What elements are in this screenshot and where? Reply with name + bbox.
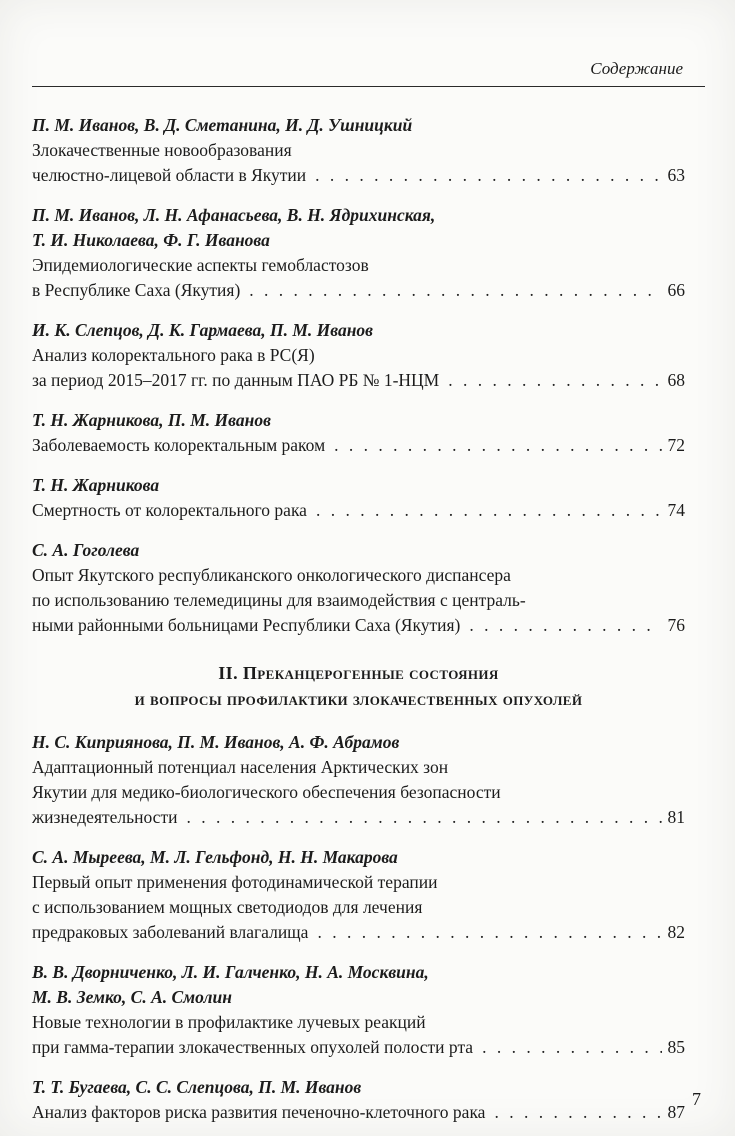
entry-author-line: В. В. Дворниченко, Л. И. Галченко, Н. А. Москвина, <box>32 962 429 982</box>
entry-title-end: ными районными больницами Республики Саха (Якутия) <box>32 615 461 635</box>
entry-author-line: Т. Н. Жарникова, П. М. Иванов <box>32 410 271 430</box>
entry-title-line: Анализ колоректального рака в РС(Я) <box>32 345 315 365</box>
entry-last-line <box>32 613 685 638</box>
page-number-footer: 7 <box>692 1089 701 1109</box>
toc-entry <box>32 730 685 830</box>
dot-leader <box>315 163 661 188</box>
entry-author-line: Н. С. Киприянова, П. М. Иванов, А. Ф. Абрамов <box>32 732 400 752</box>
dot-leader <box>317 920 661 945</box>
section-heading <box>32 660 685 712</box>
entry-author-line: С. А. Мыреева, М. Л. Гельфонд, Н. Н. Макарова <box>32 847 398 867</box>
entry-page-number: 74 <box>667 500 685 520</box>
toc-entry <box>32 1075 685 1125</box>
entry-last-line <box>32 1100 685 1125</box>
dot-leader <box>482 1035 661 1060</box>
toc-entry <box>32 538 685 638</box>
entry-last-line <box>32 1035 685 1060</box>
entry-title-line: Адаптационный потенциал населения Арктических зон <box>32 757 449 777</box>
header-rule <box>32 86 705 87</box>
entry-author-line: Т. И. Николаева, Ф. Г. Иванова <box>32 230 270 250</box>
entry-page-number: 72 <box>667 435 685 455</box>
entry-last-line <box>32 805 685 830</box>
entry-last-line <box>32 163 685 188</box>
entry-page-number: 63 <box>667 165 685 185</box>
entry-title-end: предраковых заболеваний влагалища <box>32 922 309 942</box>
entry-page-number: 82 <box>667 922 685 942</box>
entry-title-end: жизнедеятельности <box>32 807 178 827</box>
entry-last-line <box>32 498 685 523</box>
entry-title-end: Смертность от колоректального рака <box>32 500 307 520</box>
entry-last-line <box>32 278 685 303</box>
toc-entry <box>32 318 685 393</box>
toc-entry <box>32 113 685 188</box>
dot-leader <box>186 805 661 830</box>
entry-author-line: Т. Н. Жарникова <box>32 475 160 495</box>
entry-title-line: Злокачественные новообразования <box>32 140 292 160</box>
entry-title-line: Первый опыт применения фотодинамической терапии <box>32 872 438 892</box>
toc-entry <box>32 960 685 1060</box>
entry-last-line <box>32 433 685 458</box>
entry-title-line: Опыт Якутского республиканского онкологического диспансера <box>32 565 511 585</box>
toc-entry <box>32 408 685 458</box>
entry-title-line: Якутии для медико-биологического обеспечения безопасности <box>32 782 501 802</box>
section-heading-line-1: II. Преканцерогенные состояния <box>218 663 499 683</box>
entry-title-line: Эпидемиологические аспекты гемобластозов <box>32 255 369 275</box>
toc-entry <box>32 845 685 945</box>
entry-author-line: П. М. Иванов, Л. Н. Афанасьева, В. Н. Ядрихинская, <box>32 205 436 225</box>
entry-page-number: 85 <box>667 1037 685 1057</box>
section-heading-line-2: и вопросы профилактики злокачественных опухолей <box>134 689 583 709</box>
entry-title-end: челюстно-лицевой области в Якутии <box>32 165 307 185</box>
dot-leader <box>469 613 661 638</box>
entry-title-end: Анализ факторов риска развития печеночно-клеточного рака <box>32 1102 486 1122</box>
dot-leader <box>494 1100 661 1125</box>
entry-author-line: С. А. Гоголева <box>32 540 140 560</box>
entry-page-number: 66 <box>667 280 685 300</box>
dot-leader <box>334 433 661 458</box>
entry-title-end: в Республике Саха (Якутия) <box>32 280 241 300</box>
entry-title-line: по использованию телемедицины для взаимодействия с централь- <box>32 590 526 610</box>
entry-last-line <box>32 368 685 393</box>
toc-entry <box>32 473 685 523</box>
entry-title-end: Заболеваемость колоректальным раком <box>32 435 326 455</box>
table-of-contents <box>32 113 685 1125</box>
entry-title-end: за период 2015–2017 гг. по данным ПАО РБ № 1-НЦМ <box>32 370 440 390</box>
entry-title-end: при гамма-терапии злокачественных опухолей полости рта <box>32 1037 474 1057</box>
entry-title-line: с использованием мощных светодиодов для лечения <box>32 897 423 917</box>
entry-page-number: 81 <box>667 807 685 827</box>
dot-leader <box>316 498 662 523</box>
entry-last-line <box>32 920 685 945</box>
entry-author-line: П. М. Иванов, В. Д. Сметанина, И. Д. Ушницкий <box>32 115 413 135</box>
entry-page-number: 87 <box>667 1102 685 1122</box>
entry-author-line: М. В. Земко, С. А. Смолин <box>32 987 232 1007</box>
entry-page-number: 76 <box>667 615 685 635</box>
entry-title-line: Новые технологии в профилактике лучевых реакций <box>32 1012 426 1032</box>
contents-header: Содержание <box>590 59 683 78</box>
entry-author-line: Т. Т. Бугаева, С. С. Слепцова, П. М. Иванов <box>32 1077 362 1097</box>
entry-author-line: И. К. Слепцов, Д. К. Гармаева, П. М. Иванов <box>32 320 373 340</box>
entry-page-number: 68 <box>667 370 685 390</box>
toc-entry <box>32 203 685 303</box>
dot-leader <box>249 278 661 303</box>
dot-leader <box>448 368 661 393</box>
